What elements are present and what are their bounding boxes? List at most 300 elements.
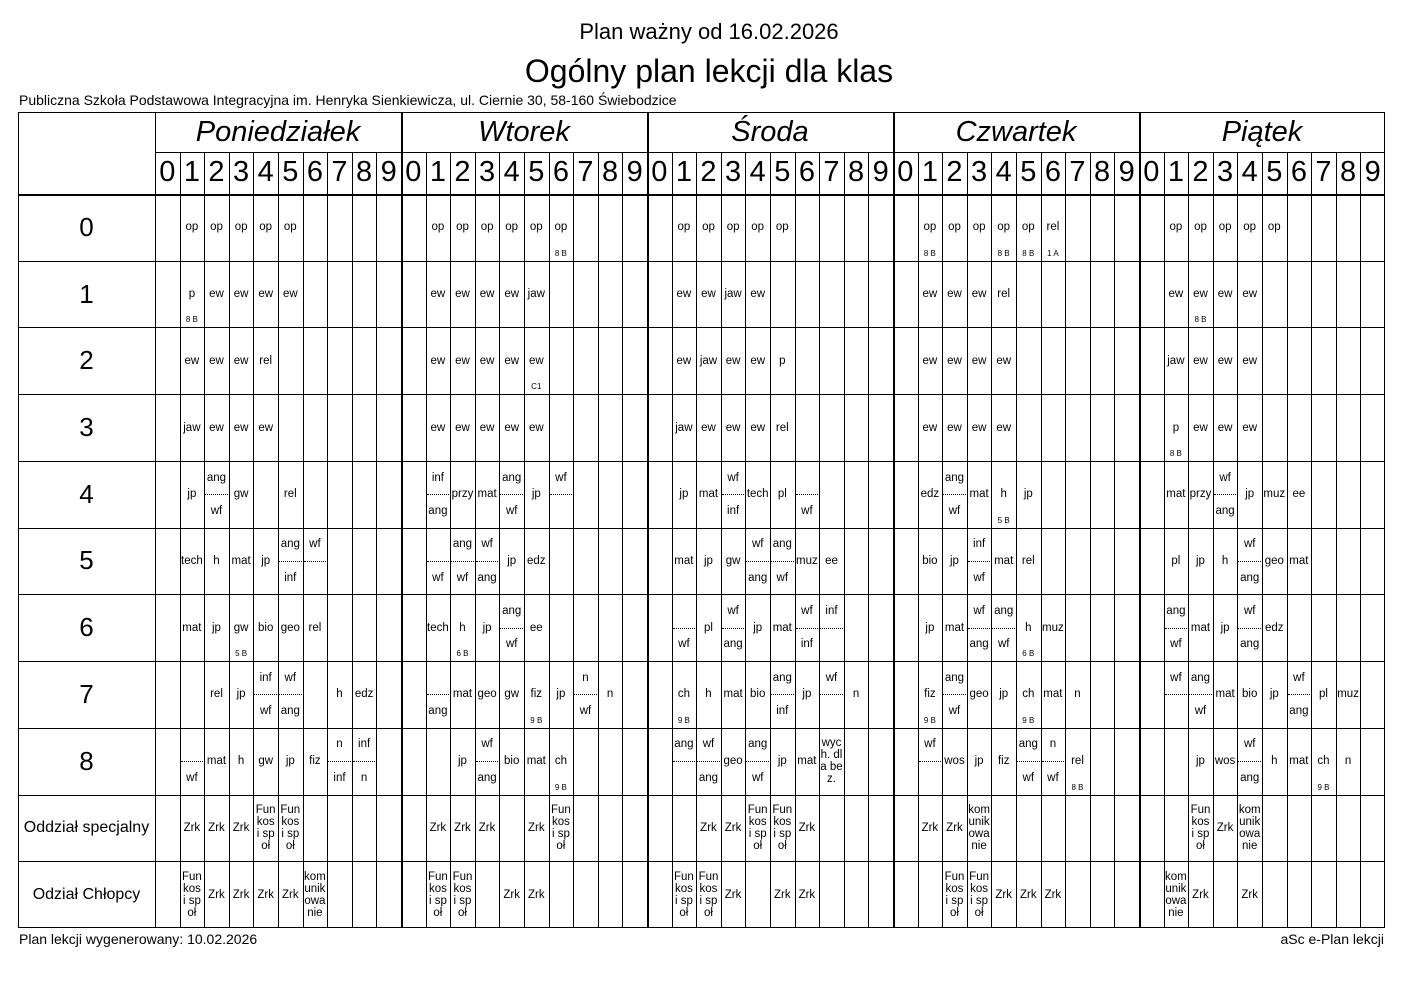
period-number: 1 [921, 156, 938, 188]
period-number: 3 [233, 156, 250, 188]
lesson: jp [285, 755, 295, 768]
lesson-group-a: ang [502, 471, 522, 484]
class-row-label: 1 [79, 278, 94, 309]
lesson: ew [430, 421, 446, 434]
lesson: jp [458, 755, 467, 768]
lesson: Funkos i społ [1190, 803, 1211, 852]
lesson: rel [997, 288, 1011, 301]
lesson: muz [796, 554, 818, 567]
lesson-group-a: inf [259, 671, 272, 684]
lesson: ew [282, 288, 298, 301]
lesson-group-a: ang [206, 471, 227, 484]
grid-line [18, 327, 1385, 328]
group-divider [820, 694, 843, 695]
lesson: mat [969, 488, 989, 501]
period-number: 2 [946, 156, 963, 188]
day-header: Piątek [1221, 116, 1303, 148]
lesson: jp [1196, 755, 1205, 768]
lesson: jaw [724, 288, 742, 301]
lesson-group-b: wf [973, 571, 985, 584]
lesson: rel [1021, 554, 1035, 567]
lesson: jp [482, 621, 492, 634]
lesson-class-note: 8 B [185, 315, 198, 325]
lesson: Zrk [503, 888, 520, 901]
group-divider [673, 628, 696, 629]
lesson-group-b: wf [1047, 771, 1059, 784]
lesson: Zrk [724, 821, 742, 834]
lesson-group-b: ang [969, 638, 989, 651]
lesson: przy [451, 488, 474, 501]
lesson: ch [1317, 755, 1330, 768]
period-number: 9 [626, 156, 643, 188]
lesson: Zrk [454, 821, 471, 834]
grid-line [18, 261, 1385, 262]
group-divider [451, 561, 474, 562]
lesson: jaw [699, 354, 718, 367]
lesson: gw [504, 688, 520, 701]
lesson: Zrk [232, 821, 250, 834]
grid-line [18, 461, 1385, 462]
lesson: jaw [527, 288, 545, 301]
lesson: jp [531, 488, 541, 501]
period-number: 7 [577, 156, 594, 188]
lesson-group-b: wf [579, 705, 592, 718]
period-number: 8 [848, 156, 865, 188]
lesson: komunikowanie [968, 803, 990, 852]
lesson-group-a: ang [280, 538, 300, 551]
lesson: ew [1242, 288, 1258, 301]
period-number: 2 [208, 156, 225, 188]
lesson: ew [971, 421, 987, 434]
lesson: op [259, 221, 273, 234]
period-number: 7 [1315, 156, 1332, 188]
period-number: 3 [479, 156, 496, 188]
lesson: Funkos i społ [427, 870, 448, 919]
lesson: ew [209, 288, 224, 301]
lesson: fiz [530, 688, 543, 701]
lesson-group-a: inf [973, 538, 986, 551]
lesson: mat [477, 488, 497, 501]
lesson: op [529, 221, 543, 234]
lesson: ee [1292, 488, 1306, 501]
lesson: pl [1171, 554, 1181, 567]
lesson-group-b: wf [259, 705, 272, 718]
lesson: Funkos i społ [181, 870, 202, 919]
lesson: ch [1022, 688, 1035, 701]
lesson-group-b: ang [280, 705, 300, 718]
period-number: 5 [774, 156, 791, 188]
lesson: jp [1196, 554, 1205, 567]
grid-line [401, 112, 403, 928]
group-divider [304, 561, 327, 562]
lesson-group-a: wf [727, 471, 739, 484]
period-number: 0 [159, 156, 176, 188]
lesson: h [1025, 621, 1032, 634]
lesson-group-b: ang [1240, 771, 1260, 784]
lesson: muz [1263, 488, 1286, 501]
lesson-group-a: wf [1293, 671, 1305, 684]
lesson: Funkos i społ [747, 803, 768, 852]
lesson: h [1000, 488, 1007, 501]
lesson: ew [701, 421, 716, 434]
grid-line [1336, 152, 1337, 928]
lesson-group-a: wf [825, 671, 838, 684]
lesson: geo [477, 688, 497, 701]
lesson-group-a: wf [481, 538, 493, 551]
lesson: h [705, 688, 712, 701]
lesson: ew [258, 288, 274, 301]
lesson: jp [950, 554, 959, 567]
lesson-class-note: 9 B [677, 715, 690, 725]
period-number: 2 [700, 156, 717, 188]
lesson-group-b: inf [776, 705, 789, 718]
lesson-group-b: wf [1194, 705, 1207, 718]
lesson: Funkos i społ [969, 870, 989, 919]
period-number: 3 [725, 156, 742, 188]
lesson-group-b: ang [748, 571, 768, 584]
lesson: bio [750, 688, 766, 701]
lesson-group-a: ang [674, 738, 694, 751]
lesson: ew [971, 354, 987, 367]
lesson: wos [1214, 755, 1236, 768]
group-divider [722, 628, 745, 629]
lesson: h [459, 621, 466, 634]
lesson: ew [1217, 354, 1233, 367]
lesson: h [336, 688, 343, 701]
lesson: ew [922, 288, 938, 301]
lesson-group-a: ang [502, 605, 522, 618]
lesson-group-b: wf [751, 771, 764, 784]
lesson: ew [233, 354, 249, 367]
lesson: mat [1289, 554, 1309, 567]
group-divider [771, 561, 794, 562]
group-divider [919, 761, 942, 762]
lesson-group-b: wf [678, 638, 690, 651]
period-number: 0 [651, 156, 668, 188]
group-divider [1238, 628, 1261, 629]
lesson-group-a: n [582, 671, 589, 684]
grid-line [1090, 152, 1091, 928]
lesson: geo [280, 621, 300, 634]
group-divider [1238, 761, 1261, 762]
day-header: Czwartek [955, 116, 1077, 148]
group-divider [279, 561, 302, 562]
lesson: ew [676, 288, 692, 301]
lesson-group-b: wf [948, 504, 961, 517]
lesson: Zrk [946, 821, 963, 834]
period-number: 2 [1192, 156, 1209, 188]
grid-line [327, 152, 328, 928]
group-divider [697, 761, 720, 762]
lesson: ee [825, 554, 838, 567]
lesson-group-b: wf [456, 571, 469, 584]
lesson: ew [258, 421, 274, 434]
lesson: rel [1071, 755, 1084, 768]
lesson: pl [1319, 688, 1328, 701]
period-number: 1 [675, 156, 692, 188]
class-row-label: 7 [79, 678, 94, 709]
lesson: Zrk [1241, 888, 1258, 901]
lesson: komunikowanie [1238, 803, 1261, 852]
period-number: 7 [1069, 156, 1086, 188]
grid-line [1311, 152, 1312, 928]
lesson: op [948, 221, 961, 234]
lesson: op [1021, 221, 1035, 234]
period-number: 8 [1094, 156, 1111, 188]
grid-line [1041, 152, 1042, 928]
lesson: Zrk [527, 888, 545, 901]
lesson: ew [947, 354, 962, 367]
lesson: op [1267, 221, 1281, 234]
lesson: jaw [183, 421, 201, 434]
lesson: Zrk [773, 888, 791, 901]
group-divider [820, 628, 843, 629]
lesson: ew [750, 354, 766, 367]
lesson-group-b: ang [428, 705, 448, 718]
lesson: ew [1193, 421, 1208, 434]
lesson: jp [974, 755, 984, 768]
lesson: mat [206, 755, 227, 768]
lesson: Zrk [921, 821, 939, 834]
period-number: 6 [1044, 156, 1061, 188]
period-number: 4 [749, 156, 766, 188]
lesson: Zrk [429, 821, 447, 834]
lesson: op [702, 221, 715, 234]
period-number: 6 [1290, 156, 1307, 188]
lesson-group-a: inf [431, 471, 444, 484]
lesson: mat [182, 621, 202, 634]
lesson-group-b: ang [477, 771, 497, 784]
lesson-class-note: 9 B [1317, 782, 1330, 792]
lesson: h [237, 755, 245, 768]
lesson: jp [704, 554, 713, 567]
period-number: 1 [1167, 156, 1184, 188]
lesson-group-a: wf [751, 538, 764, 551]
period-number: 8 [356, 156, 373, 188]
lesson: bio [922, 554, 938, 567]
group-divider [1238, 561, 1261, 562]
lesson: ew [996, 421, 1012, 434]
group-divider [673, 761, 696, 762]
lesson: ew [947, 421, 962, 434]
group-divider [427, 694, 450, 695]
group-divider [205, 494, 228, 495]
lesson: geo [1264, 554, 1284, 567]
lesson: jp [1023, 488, 1033, 501]
period-number: 5 [1020, 156, 1037, 188]
grid-line [622, 152, 623, 928]
period-number: 1 [429, 156, 446, 188]
lesson-class-note: 8 B [1022, 248, 1035, 258]
grid-line [18, 394, 1385, 395]
lesson-class-note: 8 B [554, 248, 567, 258]
lesson: jp [1220, 621, 1230, 634]
grid-line [1384, 112, 1385, 928]
lesson: jp [999, 688, 1009, 701]
lesson-group-a: wf [1243, 605, 1256, 618]
lesson: jaw [675, 421, 693, 434]
lesson: ew [504, 288, 520, 301]
lesson: mat [723, 688, 743, 701]
grid-line [1114, 152, 1115, 928]
lesson: ew [504, 354, 520, 367]
lesson-group-b: wf [997, 638, 1010, 651]
lesson: ew [725, 421, 741, 434]
lesson: op [775, 221, 789, 234]
group-divider [796, 628, 819, 629]
lesson: op [1169, 221, 1183, 234]
lesson-group-a: wf [1243, 538, 1256, 551]
period-number: 5 [282, 156, 299, 188]
lesson-group-b: ang [1289, 705, 1309, 718]
grid-line [352, 152, 353, 928]
lesson-group-b: ang [428, 504, 448, 517]
lesson: Funkos i społ [673, 870, 694, 919]
lesson-group-a: inf [358, 738, 371, 751]
lesson: jp [802, 688, 812, 701]
lesson-class-note: 1 A [1047, 248, 1059, 258]
lesson-group-a: wf [309, 538, 321, 551]
lesson: op [751, 221, 765, 234]
lesson: ew [922, 354, 938, 367]
lesson-class-note: 6 B [456, 649, 469, 659]
lesson: gw [233, 488, 249, 501]
lesson: op [923, 221, 937, 234]
lesson-group-b: wf [776, 571, 789, 584]
group-divider [181, 761, 204, 762]
period-number: 7 [331, 156, 348, 188]
lesson: Funkos i społ [698, 870, 719, 919]
period-number: 0 [897, 156, 914, 188]
class-row-label: 0 [79, 211, 94, 242]
group-divider [746, 561, 769, 562]
lesson-group-a: ang [748, 738, 768, 751]
lesson: mat [1215, 688, 1235, 701]
lesson: Zrk [1192, 888, 1209, 901]
lesson: pl [777, 488, 787, 501]
lesson-group-b: n [360, 771, 368, 784]
lesson-class-note: C1 [531, 382, 542, 392]
lesson: komunikowanie [304, 870, 326, 919]
lesson-group-b: ang [723, 638, 743, 651]
lesson: rel [775, 421, 789, 434]
school-address: Publiczna Szkoła Podstawowa Integracyjna im. Henryka Sienkiewicza, ul. Ciernie 30, 58-160 Świebodzice [19, 92, 677, 108]
lesson: mat [772, 621, 792, 634]
lesson: bio [1242, 688, 1258, 701]
lesson: mat [797, 755, 817, 768]
lesson: ew [750, 288, 766, 301]
lesson-group-b: inf [333, 771, 346, 784]
lesson: ew [1193, 354, 1208, 367]
lesson: jp [753, 621, 763, 634]
group-divider [796, 494, 819, 495]
lesson-class-note: 5 B [997, 515, 1010, 525]
lesson-group-a: ang [772, 671, 792, 684]
group-divider [254, 694, 277, 695]
lesson: mat [1190, 621, 1211, 634]
lesson-group-a: wf [1219, 471, 1231, 484]
lesson-group-a: wf [924, 738, 936, 751]
class-row-label: 3 [79, 412, 94, 443]
lesson: jp [925, 621, 935, 634]
lesson: tech [746, 488, 769, 501]
lesson: p [779, 354, 786, 367]
lesson: ew [725, 354, 741, 367]
grid-line [598, 152, 599, 928]
group-divider [476, 761, 499, 762]
lesson: ew [430, 354, 446, 367]
lesson-group-b: wf [1022, 771, 1035, 784]
lesson: p [1172, 421, 1180, 434]
lesson: fiz [924, 688, 936, 701]
grid-line [1139, 112, 1141, 928]
group-divider [500, 494, 523, 495]
lesson: ew [947, 288, 962, 301]
lesson-group-a: ang [772, 538, 792, 551]
lesson: ew [1217, 288, 1233, 301]
lesson: jp [1269, 688, 1279, 701]
group-divider [992, 628, 1015, 629]
lesson-group-b: wf [1170, 638, 1182, 651]
lesson: ew [922, 421, 938, 434]
lesson: Funkos i społ [772, 803, 793, 852]
lesson: Funkos i społ [550, 803, 571, 852]
lesson: op [726, 221, 740, 234]
group-divider [427, 494, 450, 495]
lesson: h [1221, 554, 1229, 567]
lesson: edz [1265, 621, 1284, 634]
lesson: op [554, 221, 568, 234]
lesson: Funkos i społ [452, 870, 473, 919]
lesson-group-b: ang [477, 571, 497, 584]
lesson-group-b: wf [210, 504, 223, 517]
lesson-class-note: 8 B [1071, 782, 1084, 792]
period-number: 1 [183, 156, 200, 188]
lesson: ew [233, 421, 249, 434]
lesson-group-a: wf [481, 738, 493, 751]
lesson: op [480, 221, 494, 234]
lesson: ew [1242, 421, 1258, 434]
lesson: tech [181, 554, 203, 567]
lesson: Zrk [1044, 888, 1062, 901]
period-number: 2 [454, 156, 471, 188]
lesson: Zrk [798, 888, 816, 901]
lesson-group-a: n [336, 738, 343, 751]
class-row-label: 8 [79, 745, 94, 776]
lesson: h [1271, 755, 1278, 768]
lesson: ew [479, 288, 495, 301]
lesson-group-a: ang [944, 471, 965, 484]
lesson: mat [1289, 755, 1309, 768]
lesson: bio [504, 755, 520, 768]
lesson-group-a: ang [1166, 605, 1186, 618]
grid-line [844, 152, 845, 928]
lesson: ew [455, 288, 470, 301]
grid-line [18, 594, 1385, 595]
lesson: Zrk [995, 888, 1012, 901]
lesson: mat [1043, 688, 1063, 701]
lesson-group-b: ang [1240, 571, 1260, 584]
lesson-group-a: wf [284, 671, 297, 684]
group-divider [722, 494, 745, 495]
group-divider [1288, 694, 1311, 695]
lesson: Zrk [281, 888, 299, 901]
grid-line [868, 152, 869, 928]
period-number: 6 [798, 156, 815, 188]
lesson: Zrk [208, 821, 225, 834]
lesson: mat [994, 554, 1014, 567]
day-header: Wtorek [478, 116, 570, 148]
